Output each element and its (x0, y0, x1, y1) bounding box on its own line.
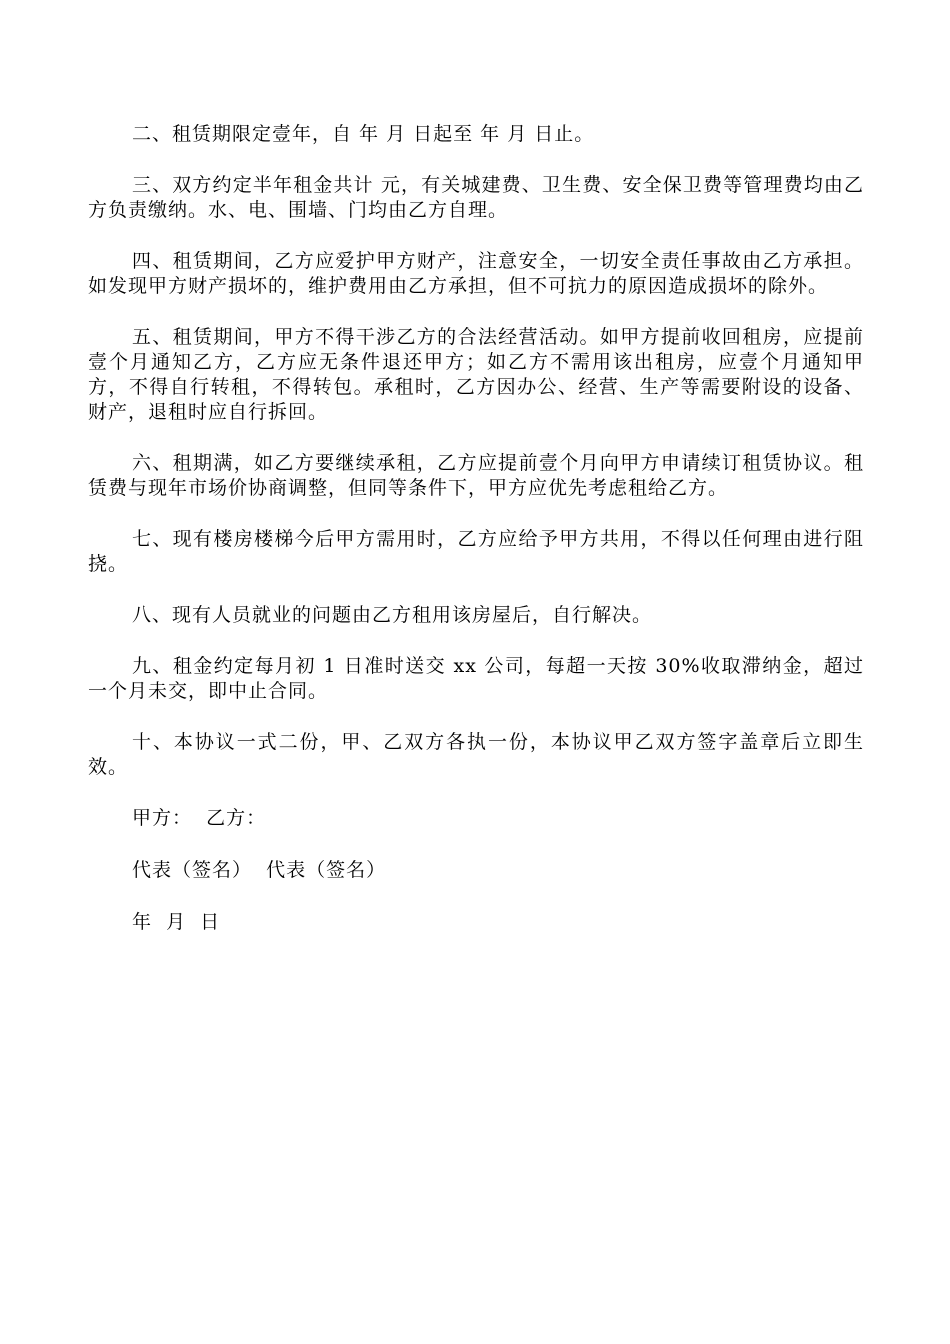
clause-4-safety: 四、租赁期间，乙方应爱护甲方财产，注意安全，一切安全责任事故由乙方承担。如发现甲方财产损坏的，维护费用由乙方承担，但不可抗力的原因造成损坏的除外。 (88, 250, 864, 297)
clause-7-stairs: 七、现有楼房楼梯今后甲方需用时，乙方应给予甲方共用，不得以任何理由进行阻挠。 (88, 528, 864, 575)
clause-5-business: 五、租赁期间，甲方不得干涉乙方的合法经营活动。如甲方提前收回租房，应提前壹个月通知乙方，乙方应无条件退还甲方；如乙方不需用该出租房，应壹个月通知甲方，不得自行转租，不得转包。承租时，乙方因办公、经营、生产等需要附设的设备、财产，退租时应自行拆回。 (88, 326, 864, 423)
document-body (88, 122, 864, 962)
clause-10-effect: 十、本协议一式二份，甲、乙双方各执一份，本协议甲乙双方签字盖章后立即生效。 (88, 731, 864, 778)
clause-6-renewal: 六、租期满，如乙方要继续承租，乙方应提前壹个月向甲方申请续订租赁协议。租赁费与现年市场价协商调整，但同等条件下，甲方应优先考虑租给乙方。 (88, 452, 864, 499)
signature-parties: 甲方： 乙方： (132, 807, 267, 829)
signature-representatives: 代表（签名） 代表（签名） (132, 859, 387, 881)
clause-2-lease-term: 二、租赁期限定壹年，自 年 月 日起至 年 月 日止。 (132, 123, 595, 145)
clause-3-rent: 三、双方约定半年租金共计 元，有关城建费、卫生费、安全保卫费等管理费均由乙方负责缴纳。水、电、围墙、门均由乙方自理。 (88, 174, 864, 221)
signature-date: 年 月 日 (132, 911, 221, 933)
clause-8-employment: 八、现有人员就业的问题由乙方租用该房屋后，自行解决。 (132, 604, 653, 626)
clause-9-payment: 九、租金约定每月初 1 日准时送交 xx 公司，每超一天按 30%收取滞纳金，超过一个月未交，即中止合同。 (88, 655, 864, 702)
